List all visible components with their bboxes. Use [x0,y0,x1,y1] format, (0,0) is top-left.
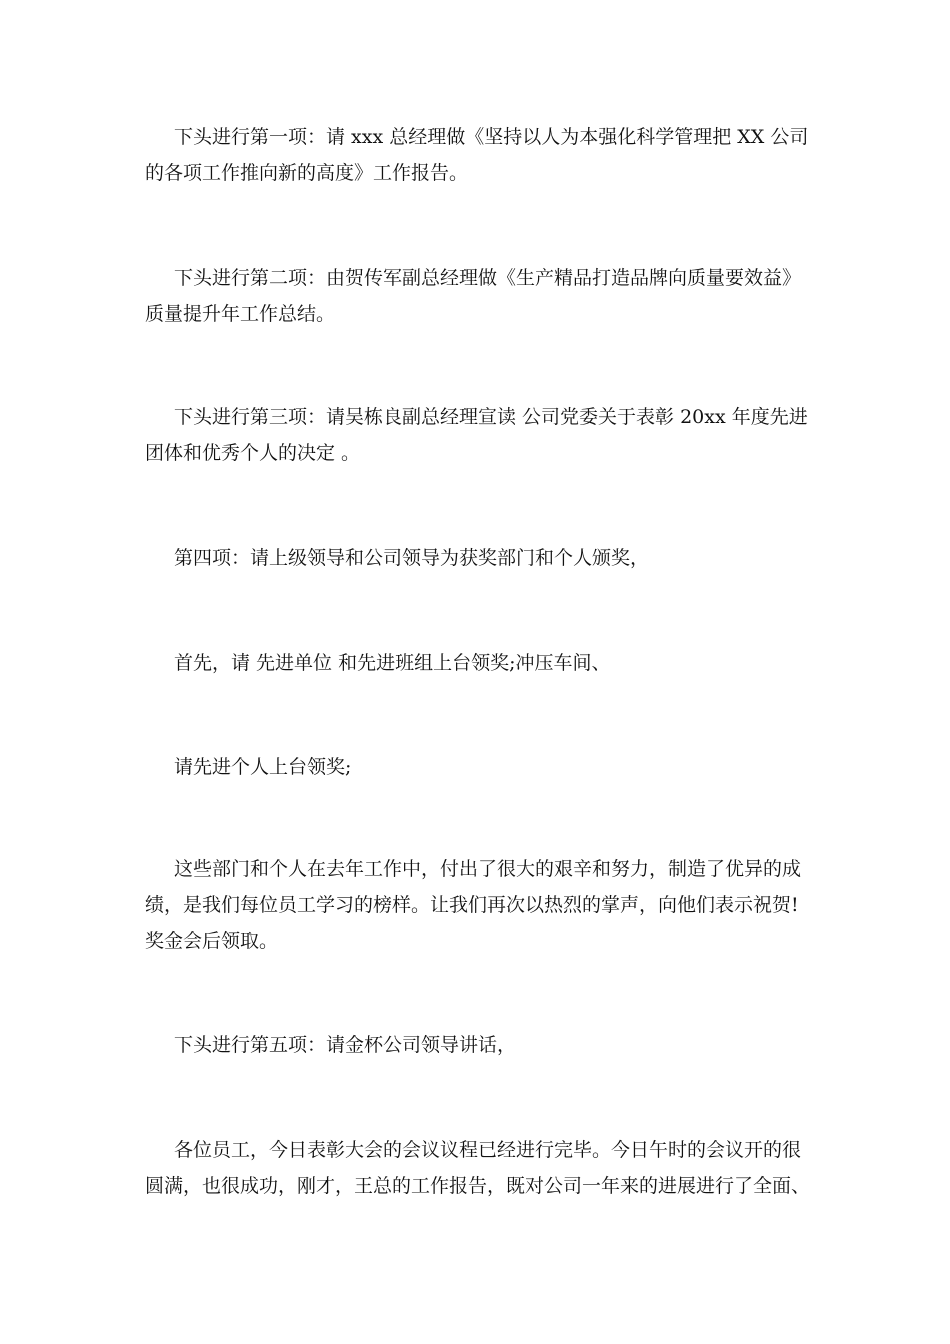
paragraph-line: 请先进个人上台领奖; [174,756,352,778]
paragraph-line: 第四项：请上级领导和公司领导为获奖部门和个人颁奖， [174,547,650,569]
paragraph-line: 绩，是我们每位员工学习的榜样。让我们再次以热烈的掌声，向他们表示祝贺! [145,894,799,916]
paragraph-item-2 [145,260,810,332]
paragraph-line: 各位员工，今日表彰大会的会议议程已经进行完毕。今日午时的会议开的很 [174,1139,802,1161]
paragraph-line: 首先，请 先进单位 和先进班组上台领奖;冲压车间、 [174,652,611,674]
paragraph-line: 下头进行第五项：请金杯公司领导讲话， [174,1034,517,1056]
paragraph-item-8 [145,1027,810,1063]
paragraph-item-1 [145,119,810,191]
paragraph-line: 下头进行第二项：由贺传军副总经理做《生产精品打造品牌向质量要效益》 [174,267,802,289]
paragraph-line: 下头进行第一项：请 xxx 总经理做《坚持以人为本强化科学管理把 XX 公司 [174,126,809,148]
paragraph-line: 质量提升年工作总结。 [145,303,336,325]
paragraph-item-3 [145,399,810,471]
paragraph-line: 圆满，也很成功，刚才，王总的工作报告，既对公司一年来的进展进行了全面、 [145,1175,811,1197]
paragraph-item-4 [145,540,810,576]
paragraph-line: 团体和优秀个人的决定 。 [145,442,361,464]
paragraph-line: 的各项工作推向新的高度》工作报告。 [145,162,469,184]
paragraph-item-6 [145,749,810,785]
paragraph-line: 奖金会后领取。 [145,930,279,952]
paragraph-item-5 [145,645,810,681]
paragraph-item-9 [145,1132,810,1204]
paragraph-item-7 [145,851,810,959]
paragraph-line: 下头进行第三项：请吴栋良副总经理宣读 公司党委关于表彰 20xx 年度先进 [174,406,808,428]
paragraph-line: 这些部门和个人在去年工作中，付出了很大的艰辛和努力，制造了优异的成 [174,858,802,880]
